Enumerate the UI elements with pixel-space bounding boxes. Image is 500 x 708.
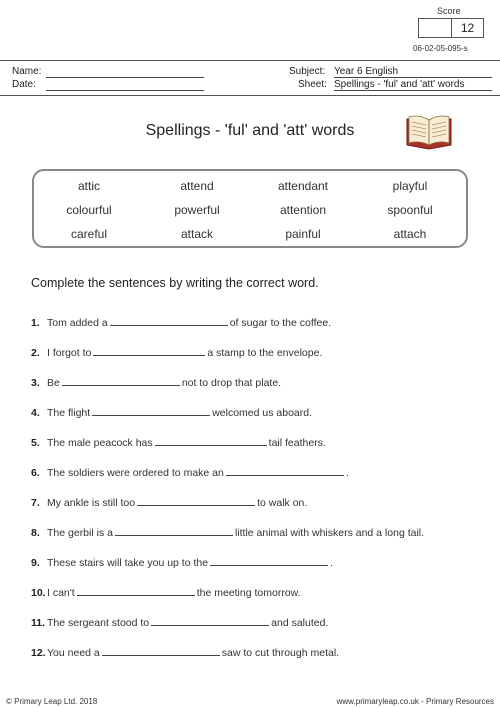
question-number: 12. (31, 647, 46, 659)
question-text-before: The gerbil is a (47, 527, 113, 539)
answer-blank[interactable] (115, 526, 233, 536)
question-text-before: Be (47, 377, 60, 389)
question-text-after: a stamp to the envelope. (207, 347, 323, 359)
header-top-rule (0, 60, 500, 61)
question-text-before: My ankle is still too (47, 497, 136, 509)
question-text-before: The sergeant stood to (47, 617, 150, 629)
date-label: Date: (12, 79, 36, 90)
name-field[interactable] (46, 66, 204, 78)
answer-blank[interactable] (210, 556, 328, 566)
question-item (31, 436, 326, 449)
subject-value: Year 6 English (334, 66, 492, 78)
question-text-before: I forgot to (47, 347, 92, 359)
question-number: 7. (31, 497, 40, 509)
footer-website: www.primaryleap.co.uk - Primary Resources (336, 697, 494, 706)
score-label: Score (437, 6, 461, 16)
word-bank-item: attack (180, 227, 213, 241)
question-number: 3. (31, 377, 40, 389)
answer-blank[interactable] (226, 466, 344, 476)
question-number: 11. (31, 617, 46, 629)
header-bottom-rule (0, 95, 500, 96)
question-item (31, 556, 333, 569)
subject-label: Subject: (289, 66, 326, 77)
word-bank-item: colourful (66, 203, 112, 217)
sheet-label: Sheet: (298, 79, 327, 90)
question-item (31, 646, 339, 659)
question-text-after: . (330, 557, 334, 569)
question-number: 10. (31, 587, 46, 599)
date-field[interactable] (46, 79, 204, 91)
question-text-after: little animal with whiskers and a long tail. (234, 527, 425, 539)
question-text-after: and saluted. (271, 617, 329, 629)
question-number: 4. (31, 407, 40, 419)
question-text-before: I can't (47, 587, 75, 599)
answer-blank[interactable] (137, 496, 255, 506)
word-bank-item: playful (392, 179, 428, 193)
question-number: 1. (31, 317, 40, 329)
instruction: Complete the sentences by writing the correct word. (31, 276, 319, 290)
question-number: 8. (31, 527, 40, 539)
question-item (31, 316, 331, 329)
word-bank-item: painful (285, 227, 321, 241)
footer-copyright: © Primary Leap Ltd. 2018 (6, 697, 98, 706)
answer-blank[interactable] (110, 316, 228, 326)
question-text-before: These stairs will take you up to the (47, 557, 209, 569)
question-text-before: You need a (47, 647, 100, 659)
question-item (31, 466, 349, 479)
word-bank-item: spoonful (387, 203, 433, 217)
answer-blank[interactable] (102, 646, 220, 656)
word-bank-item: attend (180, 179, 214, 193)
open-book-icon (404, 111, 454, 151)
word-bank-item: powerful (174, 203, 220, 217)
answer-blank[interactable] (155, 436, 267, 446)
word-bank-item: attention (279, 203, 327, 217)
question-number: 6. (31, 467, 40, 479)
question-item (31, 496, 307, 509)
question-number: 9. (31, 557, 40, 569)
question-text-before: Tom added a (47, 317, 108, 329)
question-text-before: The male peacock has (47, 437, 153, 449)
sheet-value: Spellings - 'ful' and 'att' words (334, 79, 492, 91)
question-number: 5. (31, 437, 40, 449)
question-text-before: The soldiers were ordered to make an (47, 467, 224, 479)
question-text-after: of sugar to the coffee. (229, 317, 332, 329)
answer-blank[interactable] (151, 616, 269, 626)
question-item (31, 586, 301, 599)
question-text-after: not to drop that plate. (181, 377, 282, 389)
word-bank-item: careful (70, 227, 108, 241)
question-item (31, 406, 312, 419)
question-item (31, 526, 424, 539)
question-text-after: the meeting tomorrow. (196, 587, 301, 599)
question-text-before: The flight (47, 407, 91, 419)
answer-blank[interactable] (62, 376, 180, 386)
name-label: Name: (12, 66, 42, 77)
question-item (31, 346, 322, 359)
question-item (31, 376, 281, 389)
word-bank-item: attendant (277, 179, 329, 193)
page-title: Spellings - 'ful' and 'att' words (145, 122, 355, 139)
question-number: 2. (31, 347, 40, 359)
sheet-code: 06-02-05-095-s (413, 44, 468, 53)
answer-blank[interactable] (77, 586, 195, 596)
answer-blank[interactable] (92, 406, 210, 416)
question-text-after: welcomed us aboard. (212, 407, 313, 419)
score-value: 12 (460, 21, 475, 35)
answer-blank[interactable] (93, 346, 205, 356)
question-text-after: . (345, 467, 349, 479)
score-box (418, 18, 484, 38)
question-text-after: to walk on. (257, 497, 308, 509)
word-bank-item: attach (393, 227, 427, 241)
word-bank-item: attic (77, 179, 100, 193)
question-item (31, 616, 328, 629)
question-text-after: saw to cut through metal. (221, 647, 340, 659)
question-text-after: tail feathers. (268, 437, 326, 449)
